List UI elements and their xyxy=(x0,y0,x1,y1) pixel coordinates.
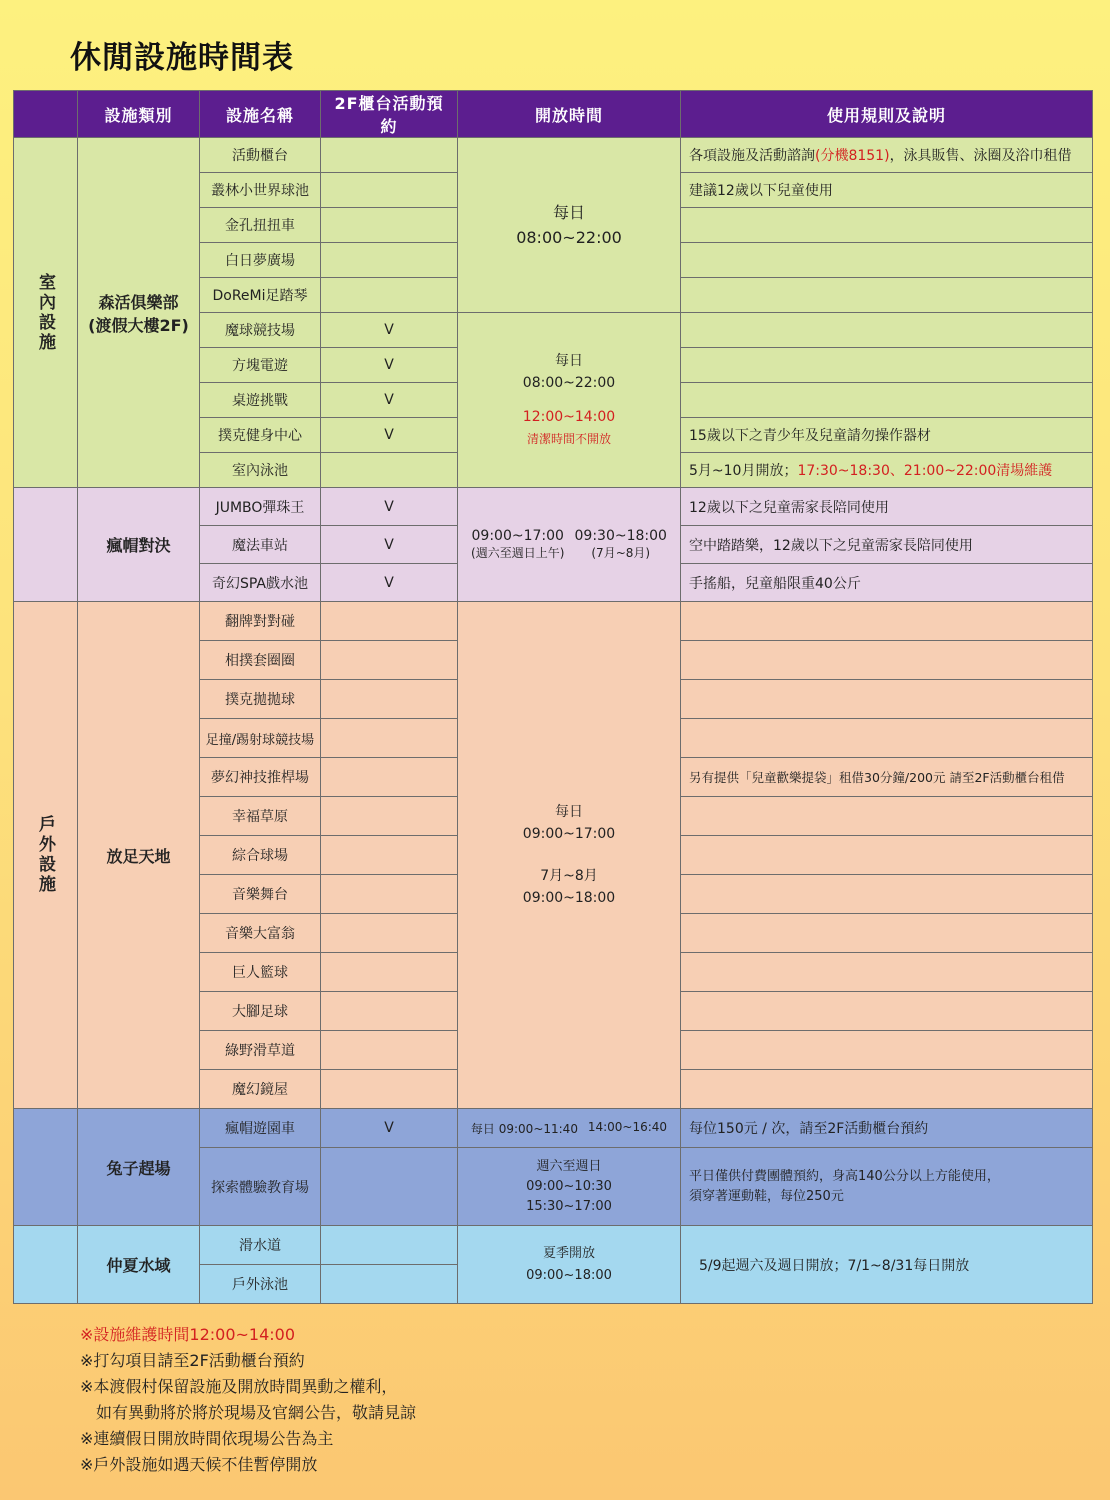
note-line: ※打勾項目請至2F活動櫃台預約 xyxy=(80,1351,305,1370)
facility-name: 大腳足球 xyxy=(200,992,321,1031)
booking-check xyxy=(321,758,458,797)
schedule-table xyxy=(13,90,1093,1304)
rule-text: 各項設施及活動諮詢(分機8151)，泳具販售、泳圈及浴巾租借 xyxy=(681,138,1093,173)
notes xyxy=(80,1322,416,1478)
table-row xyxy=(14,1109,1093,1148)
booking-check xyxy=(321,278,458,313)
facility-name: 翻牌對對碰 xyxy=(200,602,321,641)
booking-check xyxy=(321,719,458,758)
hours-cell: 每日 09:00~11:40 14:00~16:40 xyxy=(458,1109,681,1148)
table-row xyxy=(14,138,1093,173)
booking-check xyxy=(321,914,458,953)
rule-text: 平日僅供付費團體預約，身高140公分以上方能使用， 須穿著運動鞋，每位250元 xyxy=(681,1148,1093,1226)
hours-cell: 每日 08:00~22:00 xyxy=(458,138,681,313)
hours-cell: 每日 09:00~17:00 7月~8月 09:00~18:00 xyxy=(458,602,681,1109)
booking-check xyxy=(321,797,458,836)
table-row xyxy=(14,488,1093,526)
rule-text xyxy=(681,383,1093,418)
header-category: 設施類別 xyxy=(78,91,200,138)
facility-name: 金孔扭扭車 xyxy=(200,208,321,243)
rule-text xyxy=(681,1031,1093,1070)
facility-name: 足撞/踢射球競技場 xyxy=(200,719,321,758)
category-rabbit: 兔子趕場 xyxy=(78,1109,200,1226)
rule-text: 12歲以下之兒童需家長陪同使用 xyxy=(681,488,1093,526)
area-blank xyxy=(14,1109,78,1226)
rule-text xyxy=(681,208,1093,243)
booking-check xyxy=(321,243,458,278)
header-booking: 2F櫃台活動預約 xyxy=(321,91,458,138)
facility-name: 撲克健身中心 xyxy=(200,418,321,453)
hours-cell: 09:00~17:00 (週六至週日上午) 09:30~18:00 (7月~8月) xyxy=(458,488,681,602)
facility-name: JUMBO彈珠王 xyxy=(200,488,321,526)
booking-check: V xyxy=(321,418,458,453)
note-line: ※戶外設施如遇天候不佳暫停開放 xyxy=(80,1455,318,1474)
booking-check: V xyxy=(321,564,458,602)
rule-text: 每位150元 / 次，請至2F活動櫃台預約 xyxy=(681,1109,1093,1148)
booking-check: V xyxy=(321,488,458,526)
rule-text xyxy=(681,992,1093,1031)
booking-check: V xyxy=(321,348,458,383)
facility-name: 室內泳池 xyxy=(200,453,321,488)
facility-name: 魔幻鏡屋 xyxy=(200,1070,321,1109)
note-line: 如有異動將於將於現場及官網公告，敬請見諒 xyxy=(80,1403,417,1422)
rule-text xyxy=(681,797,1093,836)
booking-check: V xyxy=(321,383,458,418)
area-blank xyxy=(14,488,78,602)
booking-check xyxy=(321,208,458,243)
table-row xyxy=(14,1226,1093,1265)
facility-name: 桌遊挑戰 xyxy=(200,383,321,418)
facility-name: 夢幻神技推桿場 xyxy=(200,758,321,797)
page-title: 休閒設施時間表 xyxy=(70,40,294,76)
booking-check xyxy=(321,1031,458,1070)
booking-check xyxy=(321,836,458,875)
booking-check xyxy=(321,1070,458,1109)
rule-text xyxy=(681,278,1093,313)
facility-name: 綠野滑草道 xyxy=(200,1031,321,1070)
header-facility-name: 設施名稱 xyxy=(200,91,321,138)
facility-name: 魔法車站 xyxy=(200,526,321,564)
booking-check xyxy=(321,680,458,719)
area-indoor: 室內設施 xyxy=(14,138,78,488)
rule-text xyxy=(681,348,1093,383)
facility-name: 白日夢廣場 xyxy=(200,243,321,278)
booking-check xyxy=(321,173,458,208)
facility-name: DoReMi足踏琴 xyxy=(200,278,321,313)
rule-text xyxy=(681,313,1093,348)
booking-check xyxy=(321,1265,458,1304)
note-line: ※本渡假村保留設施及開放時間異動之權利， xyxy=(80,1377,398,1396)
category-midsummer: 仲夏水域 xyxy=(78,1226,200,1304)
rule-text: 另有提供「兒童歡樂提袋」租借30分鐘/200元 請至2F活動櫃台租借 xyxy=(681,758,1093,797)
rule-text xyxy=(681,1070,1093,1109)
table-row xyxy=(14,602,1093,641)
facility-name: 奇幻SPA戲水池 xyxy=(200,564,321,602)
rule-text: 15歲以下之青少年及兒童請勿操作器材 xyxy=(681,418,1093,453)
rule-text: 手搖船，兒童船限重40公斤 xyxy=(681,564,1093,602)
rule-text xyxy=(681,602,1093,641)
hours-cell: 週六至週日 09:00~10:30 15:30~17:00 xyxy=(458,1148,681,1226)
booking-check xyxy=(321,138,458,173)
facility-name: 相撲套圈圈 xyxy=(200,641,321,680)
header-hours: 開放時間 xyxy=(458,91,681,138)
facility-name: 撲克拋拋球 xyxy=(200,680,321,719)
note-line: ※設施維護時間12:00~14:00 xyxy=(80,1325,296,1344)
category-free-feet: 放足天地 xyxy=(78,602,200,1109)
booking-check xyxy=(321,1226,458,1265)
rule-text xyxy=(681,243,1093,278)
hours-cell: 夏季開放 09:00~18:00 xyxy=(458,1226,681,1304)
area-blank xyxy=(14,1226,78,1304)
facility-name: 探索體驗教育場 xyxy=(200,1148,321,1226)
facility-name: 叢林小世界球池 xyxy=(200,173,321,208)
rule-text: 空中踏踏樂，12歲以下之兒童需家長陪同使用 xyxy=(681,526,1093,564)
facility-name: 活動櫃台 xyxy=(200,138,321,173)
facility-name: 幸福草原 xyxy=(200,797,321,836)
booking-check xyxy=(321,953,458,992)
booking-check: V xyxy=(321,1109,458,1148)
facility-name: 方塊電遊 xyxy=(200,348,321,383)
area-outdoor: 戶外設施 xyxy=(14,602,78,1109)
booking-check xyxy=(321,453,458,488)
booking-check xyxy=(321,875,458,914)
category-mad-hat: 瘋帽對決 xyxy=(78,488,200,602)
rule-text xyxy=(681,836,1093,875)
booking-check xyxy=(321,1148,458,1226)
facility-name: 音樂大富翁 xyxy=(200,914,321,953)
booking-check: V xyxy=(321,526,458,564)
facility-name: 綜合球場 xyxy=(200,836,321,875)
hours-cell: 每日 08:00~22:00 12:00~14:00 清潔時間不開放 xyxy=(458,313,681,488)
rule-text: 建議12歲以下兒童使用 xyxy=(681,173,1093,208)
booking-check xyxy=(321,992,458,1031)
facility-name: 音樂舞台 xyxy=(200,875,321,914)
rule-text xyxy=(681,875,1093,914)
category-forest-club: 森活俱樂部 (渡假大樓2F) xyxy=(78,138,200,488)
header-area xyxy=(14,91,78,138)
note-line: ※連續假日開放時間依現場公告為主 xyxy=(80,1429,334,1448)
header-rules: 使用規則及說明 xyxy=(681,91,1093,138)
facility-name: 瘋帽遊園車 xyxy=(200,1109,321,1148)
rule-text xyxy=(681,914,1093,953)
rule-text xyxy=(681,719,1093,758)
facility-name: 滑水道 xyxy=(200,1226,321,1265)
facility-name: 戶外泳池 xyxy=(200,1265,321,1304)
facility-name: 魔球競技場 xyxy=(200,313,321,348)
booking-check: V xyxy=(321,313,458,348)
rule-text xyxy=(681,641,1093,680)
rule-text xyxy=(681,953,1093,992)
booking-check xyxy=(321,602,458,641)
table-header-row xyxy=(14,91,1093,138)
booking-check xyxy=(321,641,458,680)
facility-name: 巨人籃球 xyxy=(200,953,321,992)
rule-text: 5月~10月開放；17:30~18:30、21:00~22:00清場維護 xyxy=(681,453,1093,488)
rule-text xyxy=(681,680,1093,719)
rule-text: 5/9起週六及週日開放；7/1~8/31每日開放 xyxy=(681,1226,1093,1304)
